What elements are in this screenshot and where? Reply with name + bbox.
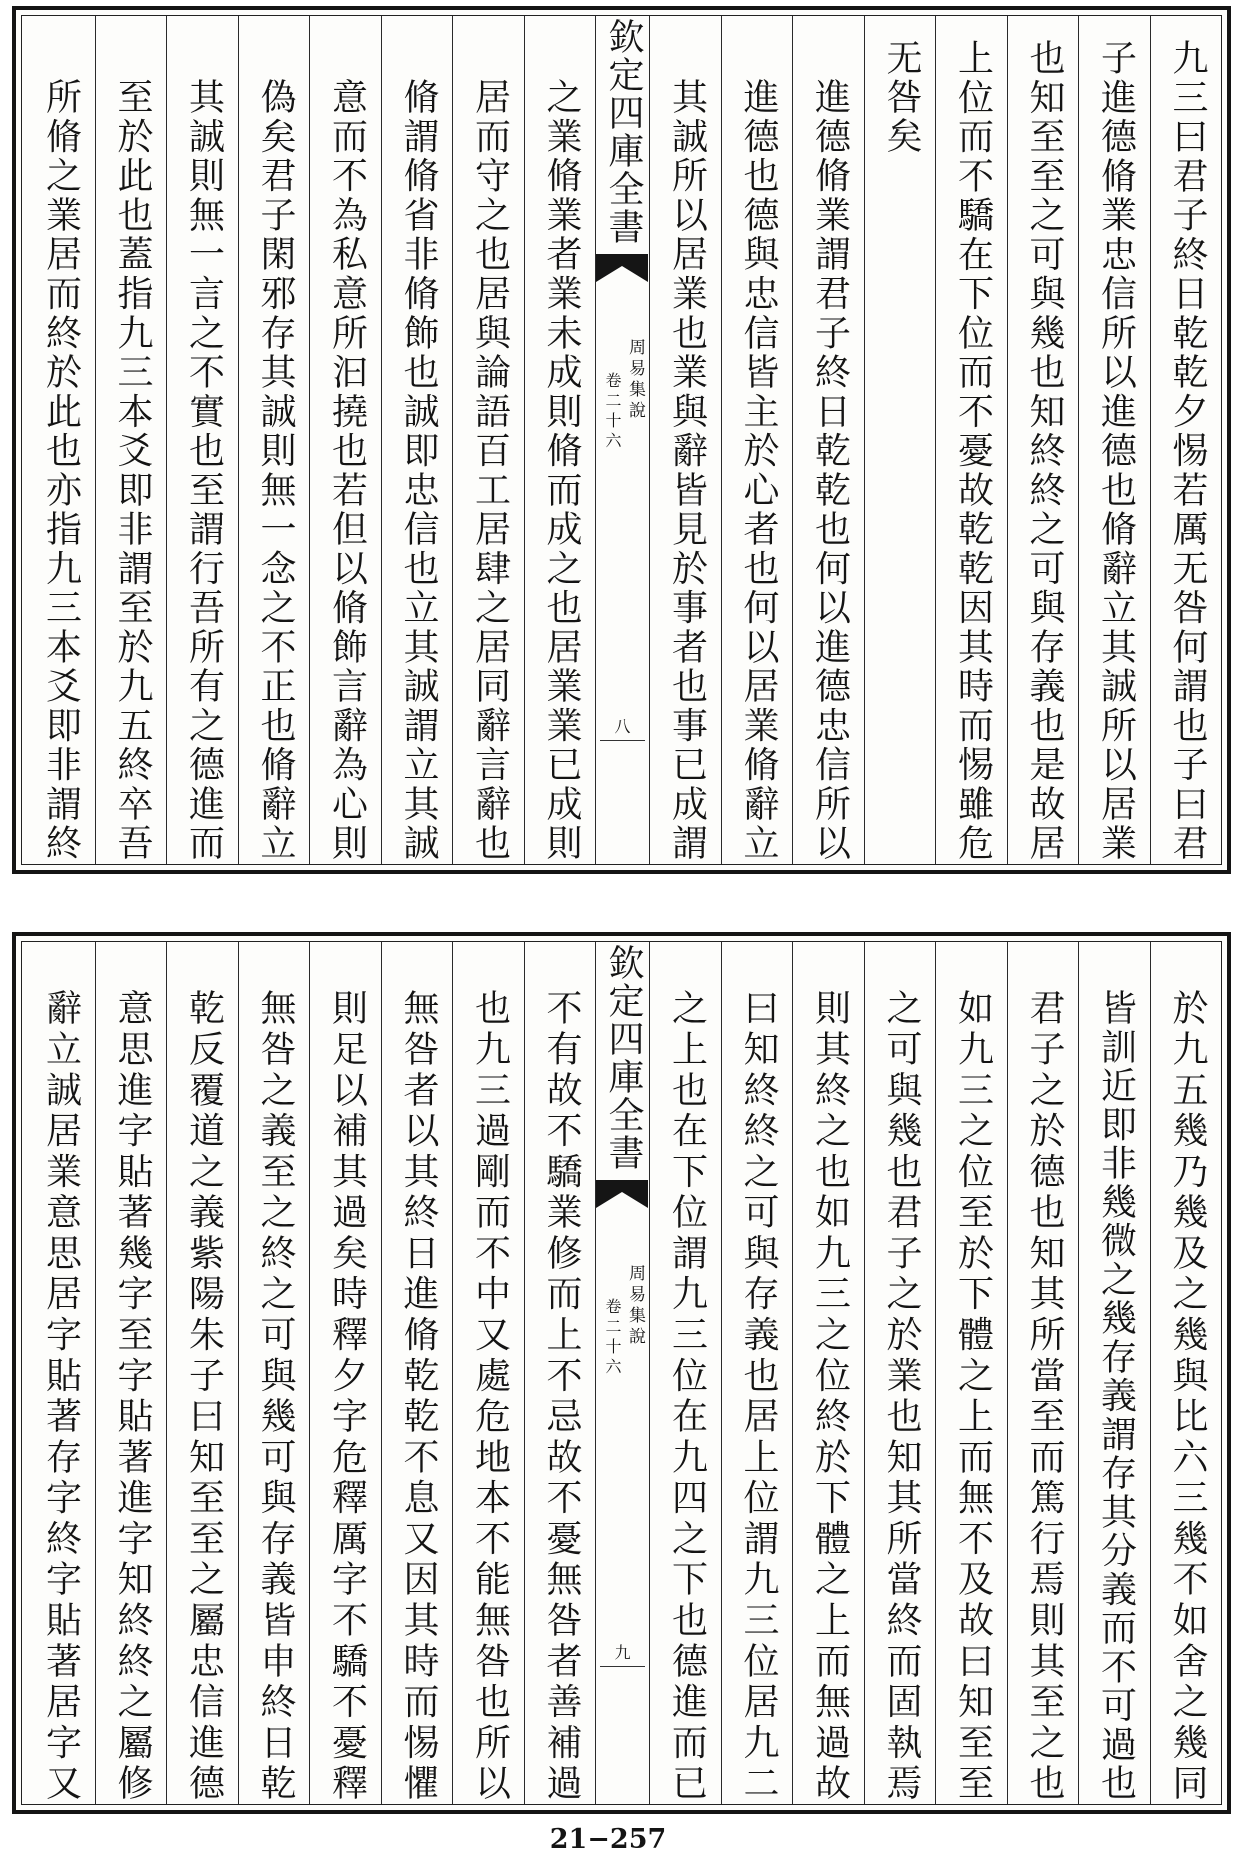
commentary-column: 無咎之義至之終之可與幾可與存義皆申終日乾 — [238, 942, 310, 1804]
fold-rule — [600, 740, 645, 741]
commentary-column: 如九三之位至於下體之上而無不及故曰知至至 — [935, 942, 1007, 1804]
commentary-column: 之上也在下位謂九三位在九四之下也德進而已 — [649, 942, 721, 1804]
commentary-column: 之業脩業者業未成則脩而成之也居業業已成則 — [524, 16, 596, 864]
leaf-frame — [21, 941, 1222, 1805]
fish-tail-mark — [596, 1180, 648, 1210]
fold-book-title: 周易集說 — [625, 1264, 645, 1348]
commentary-column: 於九五幾乃幾及之幾與比六三幾不如舍之幾同 — [1150, 942, 1222, 1804]
text-column: 子進德脩業忠信所以進德也脩辭立其誠所以居業 — [1078, 16, 1150, 864]
fold-volume: 卷二十六 — [603, 1298, 622, 1378]
commentary-column: 皆訓近即非幾微之幾存義謂存其分義而不可過也 — [1078, 942, 1150, 1804]
center-fold — [595, 16, 649, 864]
commentary-column: 進德脩業謂君子終日乾乾也何以進德忠信所以 — [792, 16, 864, 864]
commentary-column: 意而不為私意所汩撓也若但以脩飾言辭為心則 — [309, 16, 381, 864]
leaf-panel-upper — [12, 6, 1231, 874]
commentary-column: 不有故不驕業修而上不忌故不憂無咎者善補過 — [524, 942, 596, 1804]
fold-book-title: 周易集說 — [625, 338, 645, 422]
commentary-column: 則足以補其過矣時釋夕字危釋厲字不驕不憂釋 — [309, 942, 381, 1804]
text-column: 上位而不驕在下位而不憂故乾乾因其時而惕雖危 — [935, 16, 1007, 864]
leaf-frame — [21, 15, 1222, 865]
commentary-column: 之可與幾也君子之於業也知其所當終而固執焉 — [864, 942, 936, 1804]
commentary-column: 居而守之也居與論語百工居肆之居同辭言辭也 — [452, 16, 524, 864]
commentary-column: 所脩之業居而終於此也亦指九三本爻即非謂終 — [40, 78, 82, 860]
commentary-column: 也九三過剛而不中又處危地本不能無咎也所以 — [452, 942, 524, 1804]
commentary-column: 無咎者以其終日進脩乾乾不息又因其時而惕懼 — [381, 942, 453, 1804]
fold-rule — [600, 1666, 645, 1667]
fold-title: 欽定四庫全書 — [603, 18, 644, 246]
leaf-panel-lower — [12, 932, 1231, 1814]
center-fold — [595, 942, 649, 1804]
fish-tail-mark — [596, 254, 648, 284]
page-code: 21−257 — [549, 1824, 667, 1855]
commentary-column: 辭立誠居業意思居字貼著存字終字貼著居字又 — [40, 989, 82, 1800]
commentary-column: 曰知終終之可與存義也居上位謂九三位居九二 — [721, 942, 793, 1804]
commentary-column: 至於此也蓋指九三本爻即非謂至於九五終卒吾 — [95, 16, 167, 864]
text-column: 九三曰君子終日乾乾夕惕若厲无咎何謂也子曰君 — [1150, 16, 1222, 864]
commentary-column: 其誠則無一言之不實也至謂行吾所有之德進而 — [166, 16, 238, 864]
commentary-column: 則其終之也如九三之位終於下體之上而無過故 — [792, 942, 864, 1804]
commentary-column: 乾反覆道之義紫陽朱子曰知至至之屬忠信進德 — [166, 942, 238, 1804]
commentary-column: 脩謂脩省非脩飾也誠即忠信也立其誠謂立其誠 — [381, 16, 453, 864]
commentary-column: 其誠所以居業也業與辭皆見於事者也事已成謂 — [649, 16, 721, 864]
commentary-column: 偽矣君子閑邪存其誠則無一念之不正也脩辭立 — [238, 16, 310, 864]
fold-leaf-number: 八 — [614, 717, 631, 736]
text-column: 也知至至之可與幾也知終終之可與存義也是故居 — [1007, 16, 1079, 864]
fold-leaf-number: 九 — [614, 1643, 631, 1662]
text-column: 无咎矣 — [864, 16, 936, 864]
commentary-column: 意思進字貼著幾字至字貼著進字知終終之屬修 — [95, 942, 167, 1804]
commentary-column: 君子之於德也知其所當至而篤行焉則其至之也 — [1007, 942, 1079, 1804]
commentary-column: 進德也德與忠信皆主於心者也何以居業脩辭立 — [721, 16, 793, 864]
fold-title: 欽定四庫全書 — [603, 944, 644, 1172]
fold-volume: 卷二十六 — [603, 372, 622, 452]
